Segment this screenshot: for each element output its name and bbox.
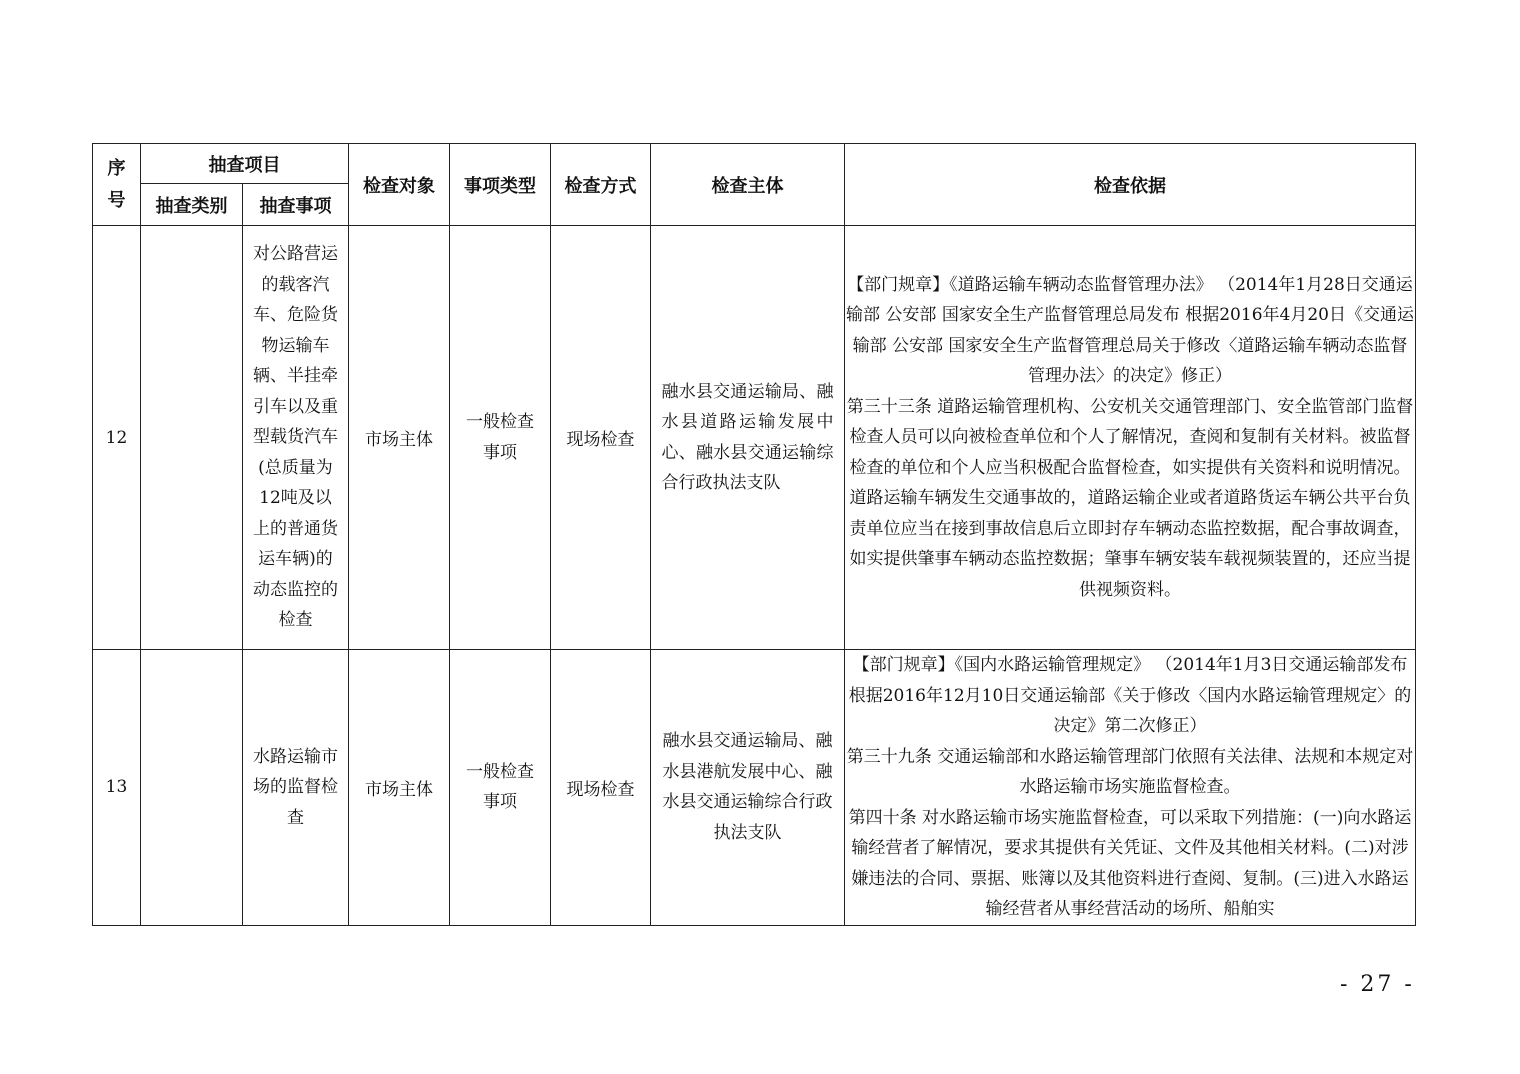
header-method: 检查方式 <box>551 144 651 226</box>
row-target: 市场主体 <box>349 226 450 650</box>
row-type <box>450 650 551 926</box>
header-item: 抽查事项 <box>243 184 349 226</box>
row-subject <box>651 650 845 926</box>
row-subject <box>651 226 845 650</box>
row-target: 市场主体 <box>349 650 450 926</box>
header-type: 事项类型 <box>450 144 551 226</box>
row-type <box>450 226 551 650</box>
row-category <box>141 650 243 926</box>
row-basis <box>845 226 1416 650</box>
row-method: 现场检查 <box>551 650 651 926</box>
header-category: 抽查类别 <box>141 184 243 226</box>
row-subject-text: 融水县交通运输局、融水县道路运输发展中心、融水县交通运输综合行政执法支队 <box>661 381 834 493</box>
row-item <box>243 226 349 650</box>
row-type-text: 一般检查事项 <box>466 761 534 813</box>
row-category <box>141 226 243 650</box>
table-row <box>93 650 1416 926</box>
inspection-table <box>92 143 1416 926</box>
page-number: - 27 - <box>1340 972 1415 997</box>
row-type-text: 一般检查事项 <box>466 412 534 463</box>
header-project: 抽查项目 <box>141 144 349 184</box>
header-target: 检查对象 <box>349 144 450 226</box>
row-method: 现场检查 <box>551 226 651 650</box>
basis-paragraph: 第四十条 对水路运输市场实施监督检查，可以采取下列措施：(一)向水路运输经营者了解情况，要求其提供有关凭证、文件及其他相关材料。(二)对涉嫌违法的合同、票据、账簿以及其他资料进行查阅、复制。(三)进入水路运输经营者从事经营活动的场所、船舶实 <box>848 807 1412 919</box>
row-seq: 13 <box>93 650 141 926</box>
header-basis: 检查依据 <box>845 144 1416 226</box>
row-seq: 12 <box>93 226 141 650</box>
basis-paragraph: 【部门规章】《国内水路运输管理规定》 （2014年1月3日交通运输部发布 根据2016年12月10日交通运输部《关于修改〈国内水路运输管理规定〉的决定》第二次修正） <box>848 655 1412 736</box>
table-row <box>93 226 1416 650</box>
row-item-text: 对公路营运的载客汽车、危险货物运输车辆、半挂牵引车以及重型载货汽车(总质量为12吨及以上的普通货运车辆)的动态监控的检查 <box>253 244 338 631</box>
row-item <box>243 650 349 926</box>
header-subject: 检查主体 <box>651 144 845 226</box>
row-basis <box>845 650 1416 926</box>
row-item-text: 水路运输市场的监督检查 <box>253 746 338 828</box>
header-seq: 序号 <box>93 144 141 226</box>
basis-paragraph: 【部门规章】《道路运输车辆动态监督管理办法》 （2014年1月28日交通运输部 公安部 国家安全生产监督管理总局发布 根据2016年4月20日《交通运输部 公安部 国家安全生产监督管理总局关于修改〈道路运输车辆动态监督管理办法〉的决定》修正） <box>846 274 1414 387</box>
basis-paragraph: 第三十三条 道路运输管理机构、公安机关交通管理部门、安全监管部门监督检查人员可以向被检查单位和个人了解情况，查阅和复制有关材料。被监督检查的单位和个人应当积极配合监督检查，如实提供有关资料和说明情况。 <box>846 396 1414 478</box>
row-subject-text: 融水县交通运输局、融水县港航发展中心、融水县交通运输综合行政执法支队 <box>662 731 833 843</box>
basis-paragraph: 道路运输车辆发生交通事故的，道路运输企业或者道路货运车辆公共平台负责单位应当在接到事故信息后立即封存车辆动态监控数据，配合事故调查，如实提供肇事车辆动态监控数据；肇事车辆安装车载视频装置的，还应当提供视频资料。 <box>849 488 1411 600</box>
basis-paragraph: 第三十九条 交通运输部和水路运输管理部门依照有关法律、法规和本规定对水路运输市场实施监督检查。 <box>846 746 1414 797</box>
